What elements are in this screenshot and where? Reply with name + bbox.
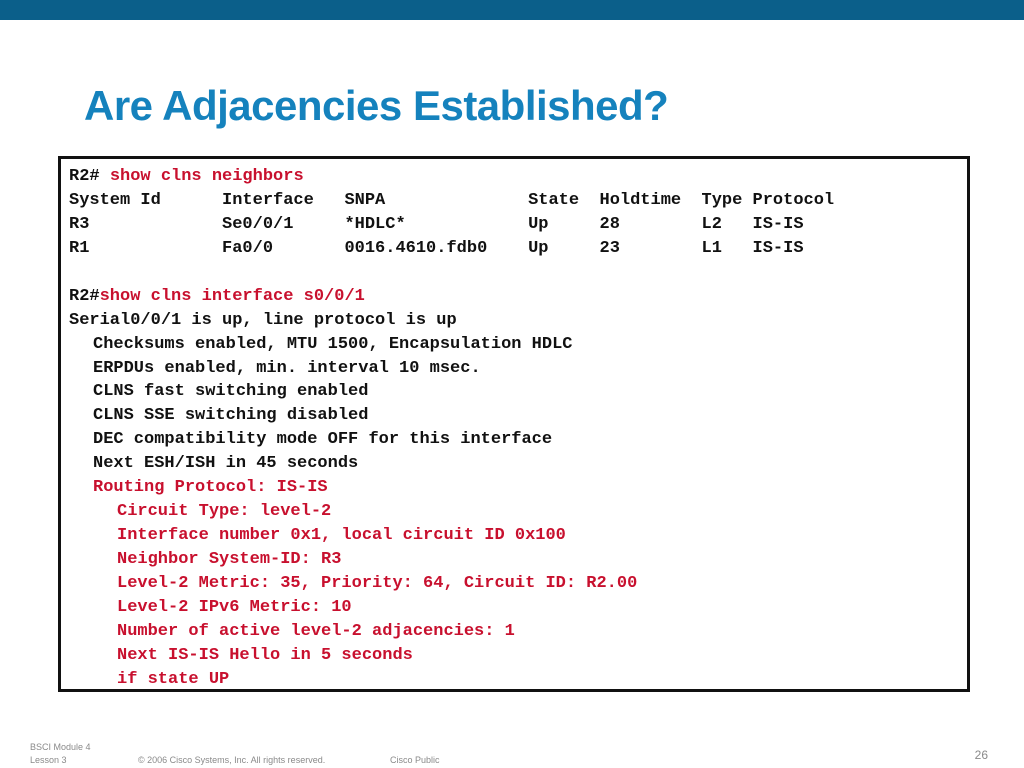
interface-status-line: Serial0/0/1 is up, line protocol is up: [69, 310, 457, 330]
cli-prompt: R2#: [69, 167, 110, 186]
cli-lines: [69, 165, 834, 692]
footer-classification: Cisco Public: [390, 755, 440, 765]
highlighted-output-line: Next IS-IS Hello in 5 seconds: [117, 645, 413, 665]
highlighted-output-line: Circuit Type: level-2: [117, 502, 332, 522]
cli-prompt: R2#: [69, 286, 100, 306]
blank-line: [69, 261, 834, 285]
highlighted-output-line: if state UP: [117, 669, 230, 689]
cli-command: show clns neighbors: [109, 167, 304, 186]
cli-output-box: [58, 156, 970, 692]
footer-copyright: © 2006 Cisco Systems, Inc. All rights reserved.: [138, 755, 326, 765]
neighbors-table-row: R1 Fa0/0 0016.4610.fdb0 Up 23 L1 IS-IS: [69, 238, 804, 258]
output-line: CLNS fast switching enabled: [93, 382, 369, 402]
output-line: CLNS SSE switching disabled: [93, 406, 369, 426]
top-banner: [0, 0, 1024, 20]
page-number: 26: [974, 748, 988, 762]
neighbors-table-header: System Id Interface SNPA State Holdtime Type Protocol: [69, 190, 835, 210]
footer-lesson: Lesson 3: [30, 755, 67, 765]
slide-title: Are Adjacencies Established?: [84, 82, 669, 129]
highlighted-output-line: Neighbor System-ID: R3: [117, 550, 342, 569]
highlighted-output-line: Interface number 0x1, local circuit ID 0x100: [117, 526, 566, 546]
output-line: Checksums enabled, MTU 1500, Encapsulation HDLC: [93, 334, 573, 354]
highlighted-output-line: Level-2 Metric: 35, Priority: 64, Circuit ID: R2.00: [117, 573, 638, 593]
output-line: Next ESH/ISH in 45 seconds: [93, 454, 359, 474]
cli-line-command: [69, 165, 834, 189]
output-line: ERPDUs enabled, min. interval 10 msec.: [93, 358, 481, 378]
cli-line-command: [69, 285, 834, 309]
output-line: DEC compatibility mode OFF for this interface: [93, 430, 553, 450]
cli-command: show clns interface s0/0/1: [99, 286, 365, 306]
highlighted-output-line: Number of active level-2 adjacencies: 1: [117, 621, 515, 641]
footer-module: BSCI Module 4: [30, 742, 91, 752]
neighbors-table-row: R3 Se0/0/1 *HDLC* Up 28 L2 IS-IS: [69, 214, 804, 234]
highlighted-output-line: Level-2 IPv6 Metric: 10: [117, 597, 352, 617]
highlighted-output-line: Routing Protocol: IS-IS: [93, 478, 328, 498]
